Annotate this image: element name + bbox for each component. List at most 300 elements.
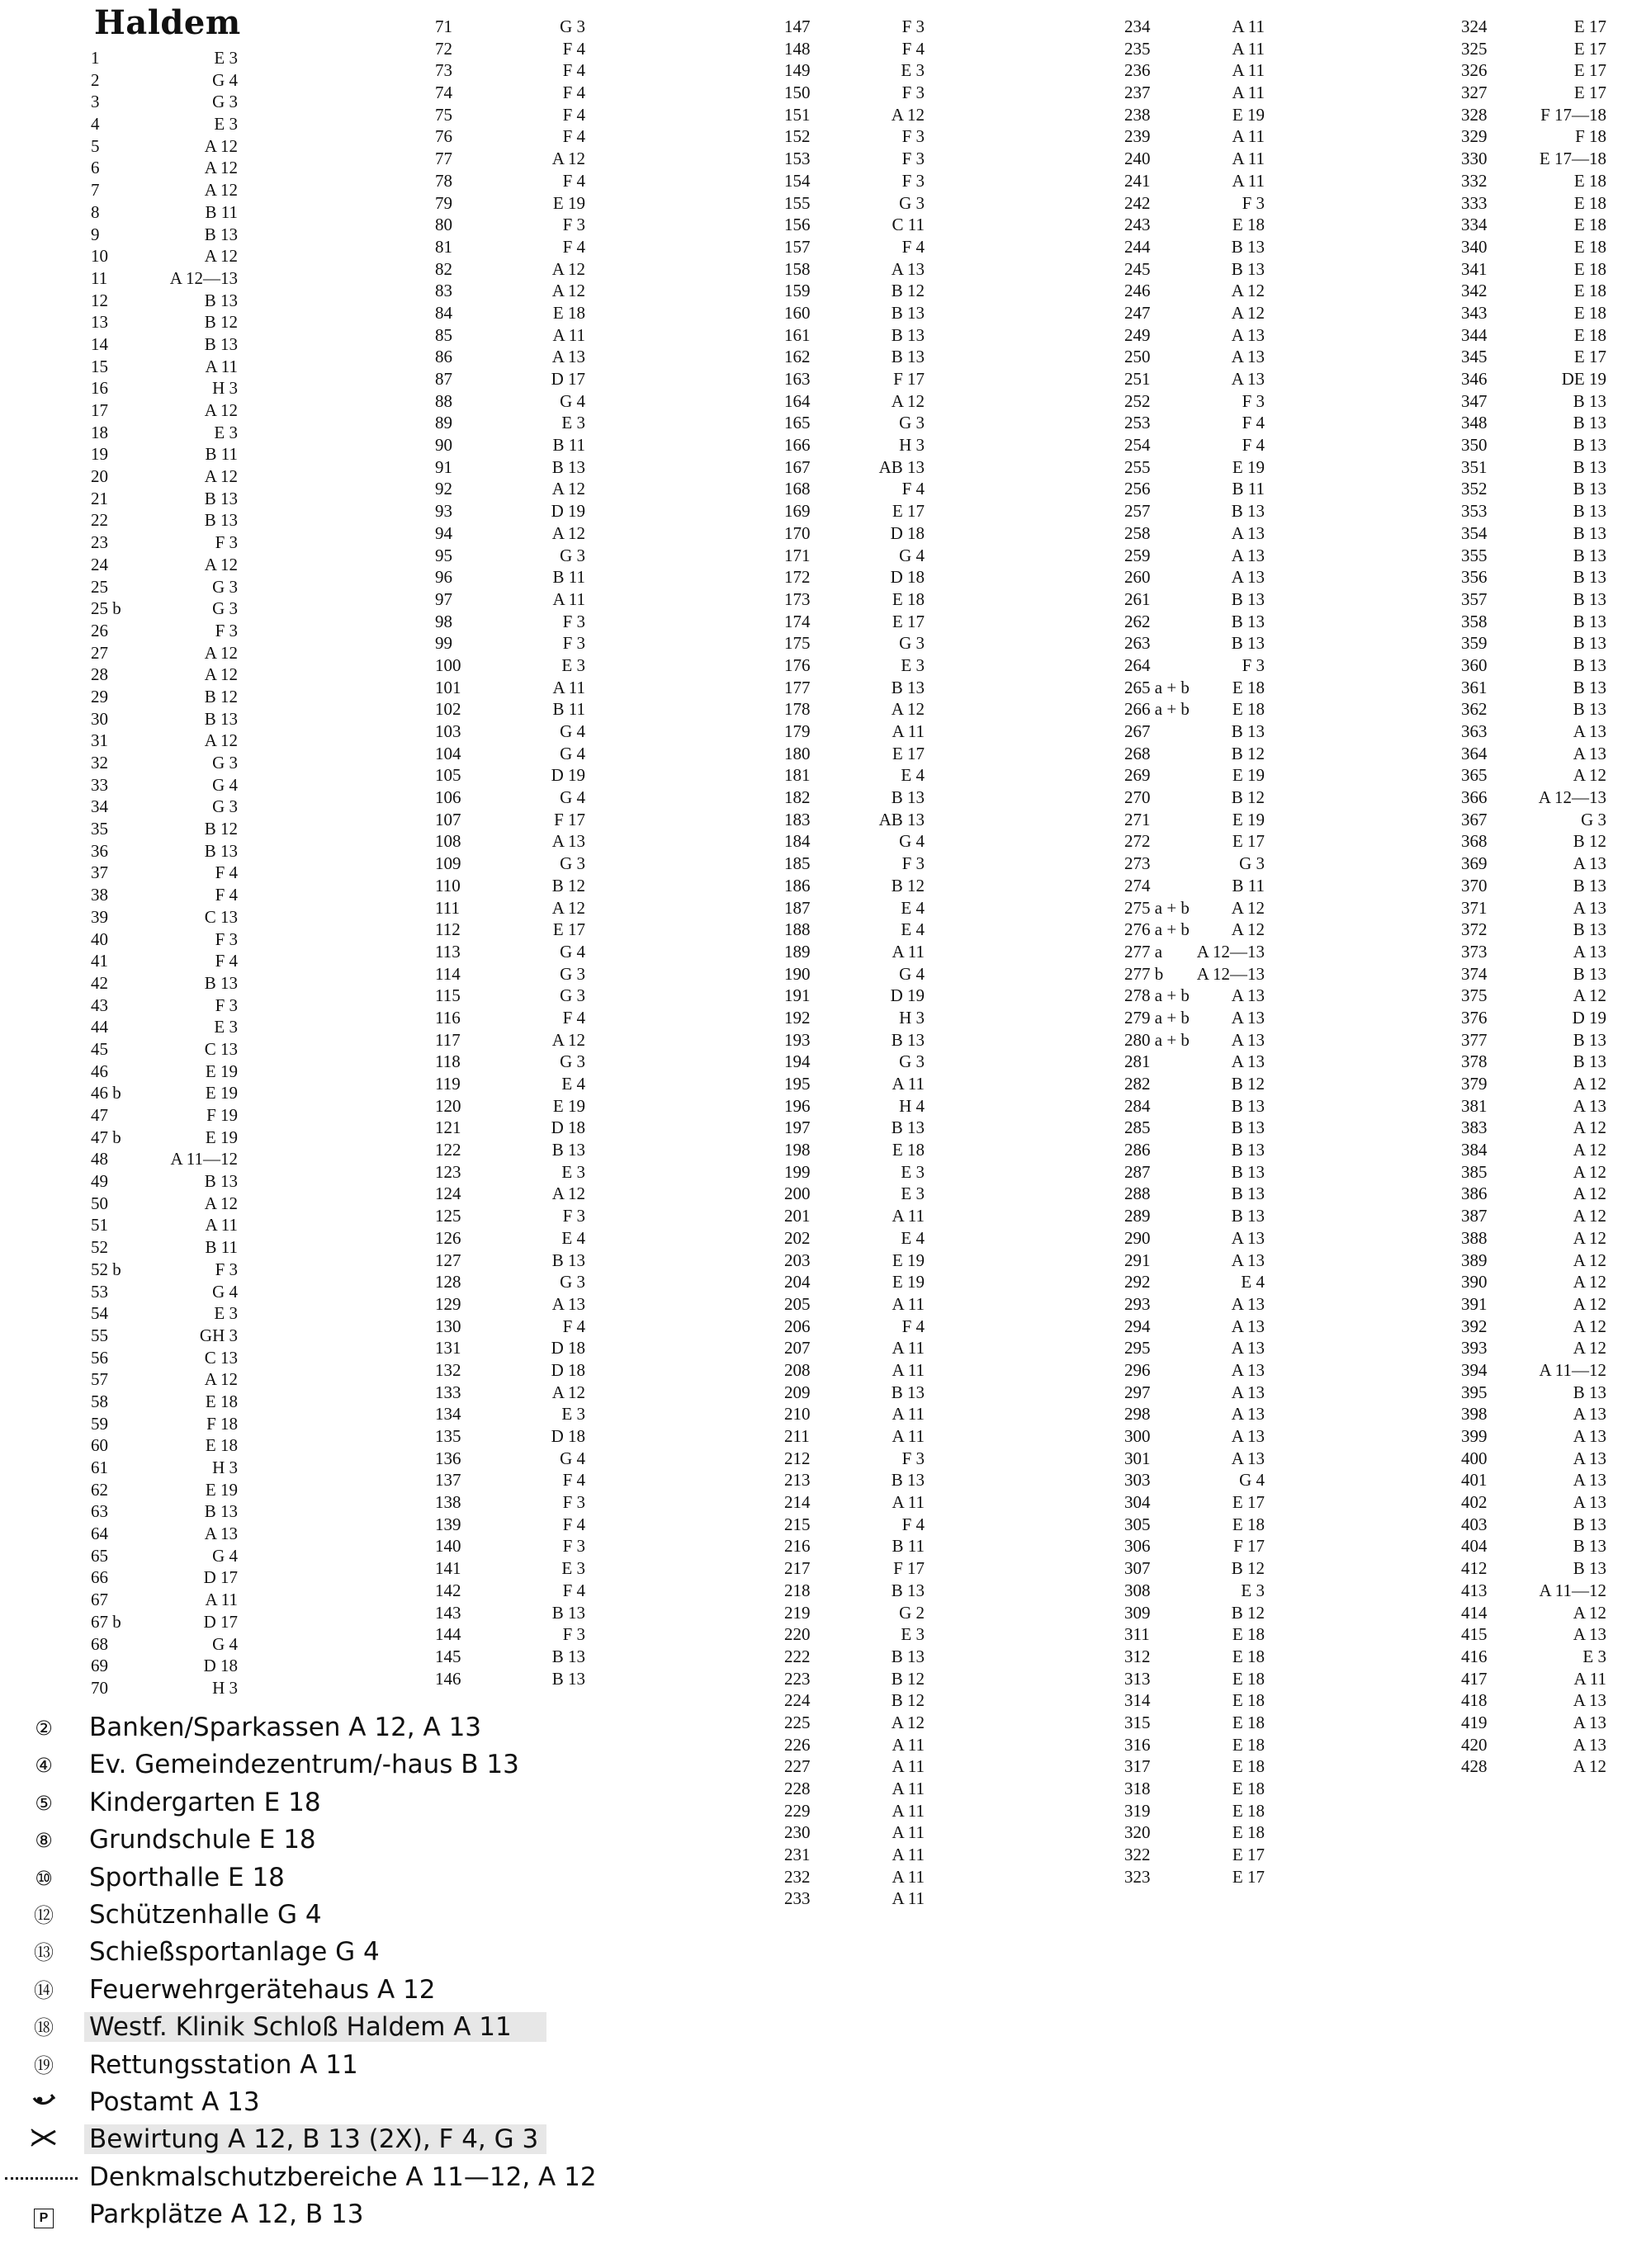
index-entry xyxy=(1461,1535,1606,1557)
index-entry xyxy=(1124,148,1265,170)
grid-reference: H 3 xyxy=(212,378,238,399)
index-entry xyxy=(784,434,925,456)
index-entry xyxy=(91,950,238,972)
house-number: 419 xyxy=(1461,1712,1488,1732)
grid-reference: A 12 xyxy=(551,149,585,169)
index-entry xyxy=(784,192,925,215)
index-entry xyxy=(435,1602,585,1624)
house-number: 72 xyxy=(435,38,452,59)
circled-8-icon: ⑧ xyxy=(35,1829,53,1853)
index-entry xyxy=(1461,654,1606,677)
house-number: 352 xyxy=(1461,479,1488,499)
index-entry xyxy=(91,1061,238,1083)
grid-reference: E 4 xyxy=(901,765,925,786)
house-number: 278 a + b xyxy=(1124,985,1190,1006)
house-number: 142 xyxy=(435,1580,461,1600)
index-entry xyxy=(435,456,585,479)
legend-item xyxy=(8,2048,636,2086)
index-entry xyxy=(1124,390,1265,413)
index-entry xyxy=(784,1646,925,1668)
house-number: 366 xyxy=(1461,787,1488,808)
grid-reference: E 18 xyxy=(1232,1756,1265,1777)
index-entry xyxy=(1461,1491,1606,1514)
circled-18-icon: ⑱ xyxy=(34,2016,54,2040)
index-entry xyxy=(435,324,585,347)
grid-reference: G 4 xyxy=(560,1448,585,1468)
house-number: 124 xyxy=(435,1184,461,1204)
house-number: 401 xyxy=(1461,1470,1488,1491)
grid-reference: G 3 xyxy=(560,963,585,984)
index-entry xyxy=(1461,258,1606,281)
legend-item xyxy=(8,1786,636,1823)
index-entry xyxy=(91,1302,238,1325)
grid-reference: F 4 xyxy=(901,479,925,499)
index-entry xyxy=(91,1566,238,1589)
index-column-1 xyxy=(91,47,238,1699)
house-number: 328 xyxy=(1461,104,1488,125)
grid-reference: A 11—12 xyxy=(1539,1580,1606,1600)
grid-reference: B 13 xyxy=(1231,1161,1265,1182)
grid-reference: A 11 xyxy=(1232,149,1265,169)
house-number: 207 xyxy=(784,1338,811,1358)
grid-reference: A 11 xyxy=(892,1359,925,1380)
index-entry xyxy=(1461,148,1606,170)
index-entry xyxy=(91,1589,238,1611)
house-number: 20 xyxy=(91,466,108,487)
index-entry xyxy=(1461,1161,1606,1184)
house-number: 265 a + b xyxy=(1124,677,1190,697)
grid-reference: E 18 xyxy=(1232,1690,1265,1711)
grid-reference: B 13 xyxy=(1231,633,1265,654)
house-number: 9 xyxy=(91,224,100,244)
house-number: 259 xyxy=(1124,545,1151,565)
index-entry xyxy=(784,1821,925,1844)
grid-reference: DE 19 xyxy=(1561,369,1606,389)
house-number: 175 xyxy=(784,633,811,654)
index-entry xyxy=(1124,1359,1265,1382)
grid-reference: A 12 xyxy=(204,400,238,420)
index-entry xyxy=(91,1479,238,1501)
grid-reference: A 11 xyxy=(205,356,238,376)
grid-reference: A 11 xyxy=(1232,17,1265,36)
index-entry xyxy=(1124,280,1265,302)
grid-reference: B 13 xyxy=(1231,258,1265,279)
grid-reference: E 17 xyxy=(1573,38,1606,59)
house-number: 61 xyxy=(91,1458,108,1477)
house-number: 116 xyxy=(435,1007,461,1028)
grid-reference: G 4 xyxy=(212,774,238,795)
house-number: 340 xyxy=(1461,236,1488,257)
index-entry xyxy=(1461,1007,1606,1029)
grid-reference: A 11—12 xyxy=(170,1149,238,1169)
house-number: 139 xyxy=(435,1514,461,1534)
house-number: 11 xyxy=(91,267,108,288)
index-entry xyxy=(91,1368,238,1391)
index-entry xyxy=(1461,875,1606,897)
grid-reference: E 19 xyxy=(552,1095,585,1116)
index-entry xyxy=(435,1668,585,1690)
index-entry xyxy=(784,258,925,281)
house-number: 232 xyxy=(784,1866,811,1887)
index-entry xyxy=(1124,214,1265,236)
grid-reference: E 19 xyxy=(1232,456,1265,477)
house-number: 373 xyxy=(1461,941,1488,962)
house-number: 145 xyxy=(435,1646,461,1666)
index-entry xyxy=(435,875,585,897)
grid-reference: F 4 xyxy=(562,1007,585,1028)
page-title: Haldem xyxy=(94,3,241,42)
house-number: 280 a + b xyxy=(1124,1029,1190,1050)
house-number: 62 xyxy=(91,1479,108,1500)
grid-reference: F 3 xyxy=(1242,654,1265,675)
index-entry xyxy=(435,721,585,743)
grid-reference: A 11 xyxy=(892,941,925,962)
index-entry xyxy=(91,1523,238,1545)
index-entry xyxy=(784,478,925,500)
grid-reference: E 3 xyxy=(214,1017,238,1037)
grid-reference: A 13 xyxy=(1573,941,1606,962)
index-entry xyxy=(1461,302,1606,324)
grid-reference: A 12 xyxy=(204,730,238,751)
index-entry xyxy=(1124,611,1265,633)
house-number: 225 xyxy=(784,1712,811,1732)
grid-reference: G 4 xyxy=(212,1281,238,1302)
grid-reference: A 13 xyxy=(1573,1690,1606,1711)
index-entry xyxy=(91,1457,238,1479)
house-number: 378 xyxy=(1461,1051,1488,1072)
index-entry xyxy=(91,443,238,465)
index-column-2 xyxy=(435,16,585,1689)
index-entry xyxy=(1461,1425,1606,1448)
grid-reference: F 17 xyxy=(554,809,585,829)
house-number: 395 xyxy=(1461,1382,1488,1402)
index-entry xyxy=(784,1866,925,1888)
grid-reference: E 3 xyxy=(1241,1580,1265,1600)
grid-reference: F 3 xyxy=(215,995,238,1015)
index-entry xyxy=(784,170,925,192)
grid-reference: G 3 xyxy=(212,796,238,817)
grid-reference: A 11 xyxy=(205,1590,238,1610)
index-entry xyxy=(435,434,585,456)
grid-reference: A 13 xyxy=(1231,1359,1265,1380)
index-entry xyxy=(435,677,585,699)
index-entry xyxy=(435,1337,585,1359)
house-number: 235 xyxy=(1124,38,1151,59)
house-number: 12 xyxy=(91,290,108,310)
grid-reference: A 12 xyxy=(551,258,585,279)
index-entry xyxy=(91,1214,238,1236)
index-entry xyxy=(1124,1800,1265,1822)
index-entry xyxy=(1461,611,1606,633)
parking-icon: P xyxy=(8,2203,79,2228)
grid-reference: F 3 xyxy=(901,83,925,103)
grid-reference: B 13 xyxy=(1573,435,1606,456)
index-entry xyxy=(1124,258,1265,281)
house-number: 250 xyxy=(1124,347,1151,367)
index-entry xyxy=(1461,743,1606,765)
grid-reference: B 11 xyxy=(552,435,585,456)
grid-reference: H 4 xyxy=(899,1095,925,1116)
grid-reference: F 4 xyxy=(901,236,925,257)
index-entry xyxy=(1124,500,1265,522)
grid-reference: B 12 xyxy=(891,1668,925,1689)
house-number: 95 xyxy=(435,545,452,565)
index-entry xyxy=(784,611,925,633)
house-number: 400 xyxy=(1461,1448,1488,1468)
grid-reference: B 12 xyxy=(551,875,585,895)
index-entry xyxy=(1124,236,1265,258)
index-entry xyxy=(784,1117,925,1139)
grid-reference: B 13 xyxy=(1573,479,1606,499)
grid-reference: A 12 xyxy=(551,1184,585,1204)
grid-reference: F 3 xyxy=(562,611,585,631)
house-number: 256 xyxy=(1124,479,1151,499)
grid-reference: H 3 xyxy=(899,435,925,456)
index-entry xyxy=(784,941,925,963)
index-entry xyxy=(1461,919,1606,941)
index-entry xyxy=(1461,1403,1606,1425)
grid-reference: E 18 xyxy=(1573,215,1606,235)
grid-reference: A 11 xyxy=(892,1779,925,1798)
index-entry xyxy=(1461,1580,1606,1602)
grid-reference: A 11 xyxy=(1232,38,1265,59)
index-entry xyxy=(91,1127,238,1149)
index-entry xyxy=(1461,434,1606,456)
house-number: 19 xyxy=(91,444,108,465)
house-number: 305 xyxy=(1124,1514,1151,1534)
house-number: 111 xyxy=(435,897,460,918)
house-number: 196 xyxy=(784,1095,811,1116)
house-number: 190 xyxy=(784,963,811,984)
grid-reference: A 11 xyxy=(552,588,585,609)
grid-reference: A 13 xyxy=(1231,324,1265,345)
house-number: 181 xyxy=(784,765,811,786)
house-number: 205 xyxy=(784,1293,811,1314)
grid-reference: A 13 xyxy=(891,258,925,279)
index-entry xyxy=(1124,1403,1265,1425)
grid-reference: C 11 xyxy=(892,215,925,235)
house-number: 298 xyxy=(1124,1404,1151,1425)
house-number: 34 xyxy=(91,796,108,817)
index-entry xyxy=(1461,1557,1606,1580)
house-number: 206 xyxy=(784,1316,811,1336)
grid-reference: F 4 xyxy=(901,1316,925,1336)
index-entry xyxy=(1124,1712,1265,1734)
index-entry xyxy=(1461,809,1606,831)
index-entry xyxy=(1124,1646,1265,1668)
house-number: 348 xyxy=(1461,413,1488,433)
grid-reference: A 12—13 xyxy=(1196,963,1265,984)
house-number: 320 xyxy=(1124,1822,1151,1843)
grid-reference: B 13 xyxy=(204,1171,238,1192)
house-number: 297 xyxy=(1124,1382,1151,1402)
house-number: 264 xyxy=(1124,654,1151,675)
house-number: 32 xyxy=(91,753,108,773)
grid-reference: F 3 xyxy=(1242,390,1265,411)
index-entry xyxy=(1124,1821,1265,1844)
index-entry xyxy=(435,1095,585,1117)
house-number: 360 xyxy=(1461,654,1488,675)
house-number: 282 xyxy=(1124,1074,1151,1094)
grid-reference: A 11 xyxy=(892,1756,925,1777)
grid-reference: AB 13 xyxy=(878,809,925,829)
grid-reference: F 4 xyxy=(1242,435,1265,456)
house-number: 75 xyxy=(435,104,452,125)
grid-reference: A 13 xyxy=(1573,1095,1606,1116)
dotted-line-icon xyxy=(8,2166,79,2190)
house-number: 345 xyxy=(1461,347,1488,367)
grid-reference: F 3 xyxy=(901,170,925,191)
house-number: 152 xyxy=(784,126,811,147)
index-entry xyxy=(784,1491,925,1514)
house-number: 89 xyxy=(435,413,452,433)
grid-reference: A 13 xyxy=(1573,1470,1606,1491)
index-entry xyxy=(784,1469,925,1491)
index-entry xyxy=(784,1382,925,1404)
house-number: 173 xyxy=(784,588,811,609)
grid-reference: E 17 xyxy=(1232,831,1265,852)
grid-reference: B 13 xyxy=(551,1140,585,1160)
index-entry xyxy=(784,698,925,721)
house-number: 129 xyxy=(435,1293,461,1314)
index-entry xyxy=(91,752,238,774)
grid-reference: A 12 xyxy=(204,1193,238,1213)
index-entry xyxy=(91,906,238,928)
house-number: 240 xyxy=(1124,149,1151,169)
house-number: 288 xyxy=(1124,1184,1151,1204)
house-number: 309 xyxy=(1124,1602,1151,1623)
grid-reference: A 12 xyxy=(204,246,238,267)
index-entry xyxy=(1461,16,1606,38)
grid-reference: A 13 xyxy=(1573,1426,1606,1446)
grid-reference: A 13 xyxy=(1231,1382,1265,1402)
grid-reference: B 13 xyxy=(1573,654,1606,675)
grid-reference: B 13 xyxy=(891,1117,925,1138)
index-entry xyxy=(784,588,925,611)
legend-label: Denkmalschutzbereiche A 11—12, A 12 xyxy=(89,2162,597,2192)
grid-reference: A 12 xyxy=(1573,1184,1606,1204)
grid-reference: A 11 xyxy=(1232,83,1265,103)
index-entry xyxy=(1124,1250,1265,1272)
grid-reference: F 3 xyxy=(901,853,925,874)
house-number: 194 xyxy=(784,1051,811,1072)
grid-reference: A 11 xyxy=(892,1822,925,1843)
house-number: 144 xyxy=(435,1624,461,1645)
grid-reference: A 12 xyxy=(1573,1140,1606,1160)
house-number: 415 xyxy=(1461,1624,1488,1645)
grid-reference: B 13 xyxy=(1573,413,1606,433)
index-entry xyxy=(784,897,925,919)
index-entry xyxy=(784,59,925,82)
grid-reference: F 17—18 xyxy=(1540,104,1606,125)
grid-reference: F 17 xyxy=(893,1558,925,1579)
grid-reference: B 12 xyxy=(204,312,238,333)
index-entry xyxy=(1124,324,1265,347)
house-number: 103 xyxy=(435,721,461,741)
index-entry xyxy=(435,588,585,611)
index-entry xyxy=(784,1778,925,1800)
grid-reference: G 4 xyxy=(899,831,925,852)
index-entry xyxy=(784,1095,925,1117)
grid-reference: A 12 xyxy=(551,1382,585,1402)
grid-reference: A 12 xyxy=(551,522,585,543)
house-number: 169 xyxy=(784,501,811,522)
house-number: 369 xyxy=(1461,853,1488,874)
house-number: 63 xyxy=(91,1501,108,1522)
grid-reference: A 12 xyxy=(551,281,585,301)
index-entry xyxy=(435,1250,585,1272)
grid-reference: A 12 xyxy=(551,479,585,499)
house-number: 1 xyxy=(91,48,100,68)
index-entry xyxy=(435,236,585,258)
grid-reference: A 13 xyxy=(1231,1448,1265,1468)
grid-reference: B 13 xyxy=(891,1382,925,1402)
index-entry xyxy=(435,1646,585,1668)
index-entry xyxy=(435,1580,585,1602)
index-entry xyxy=(91,1038,238,1061)
grid-reference: A 12 xyxy=(1573,1117,1606,1138)
index-entry xyxy=(1461,1514,1606,1536)
index-entry xyxy=(1124,1514,1265,1536)
house-number: 191 xyxy=(784,985,811,1006)
grid-reference: B 13 xyxy=(1231,588,1265,609)
house-number: 100 xyxy=(435,654,461,675)
grid-reference: A 13 xyxy=(1231,1404,1265,1425)
index-entry xyxy=(91,884,238,906)
house-number: 46 xyxy=(91,1061,108,1081)
house-number: 351 xyxy=(1461,456,1488,477)
grid-reference: A 13 xyxy=(551,347,585,367)
index-entry xyxy=(1461,1183,1606,1205)
index-entry xyxy=(435,346,585,368)
index-entry xyxy=(1124,1205,1265,1227)
house-number: 86 xyxy=(435,347,452,367)
index-entry xyxy=(91,179,238,201)
index-entry xyxy=(784,1403,925,1425)
index-entry xyxy=(1461,1337,1606,1359)
house-number: 214 xyxy=(784,1492,811,1513)
grid-reference: F 3 xyxy=(562,633,585,654)
index-entry xyxy=(435,1007,585,1029)
index-entry xyxy=(784,809,925,831)
house-number: 417 xyxy=(1461,1668,1488,1689)
index-entry xyxy=(91,399,238,422)
index-entry xyxy=(1461,566,1606,588)
grid-reference: A 13 xyxy=(1573,897,1606,918)
house-number: 36 xyxy=(91,840,108,861)
index-entry xyxy=(435,809,585,831)
grid-reference: B 12 xyxy=(891,875,925,895)
house-number: 290 xyxy=(1124,1227,1151,1248)
house-number: 170 xyxy=(784,522,811,543)
grid-reference: B 13 xyxy=(1231,1140,1265,1160)
index-entry xyxy=(1461,214,1606,236)
house-number: 257 xyxy=(1124,501,1151,522)
house-number: 376 xyxy=(1461,1007,1488,1028)
house-number: 324 xyxy=(1461,17,1488,36)
index-entry xyxy=(784,1029,925,1051)
index-entry xyxy=(1461,1205,1606,1227)
house-number: 40 xyxy=(91,928,108,949)
grid-reference: B 12 xyxy=(891,281,925,301)
house-number: 341 xyxy=(1461,258,1488,279)
house-number: 160 xyxy=(784,302,811,323)
grid-reference: B 13 xyxy=(1573,390,1606,411)
house-number: 268 xyxy=(1124,743,1151,763)
grid-reference: A 13 xyxy=(1231,522,1265,543)
house-number: 289 xyxy=(1124,1206,1151,1226)
house-number: 57 xyxy=(91,1369,108,1390)
